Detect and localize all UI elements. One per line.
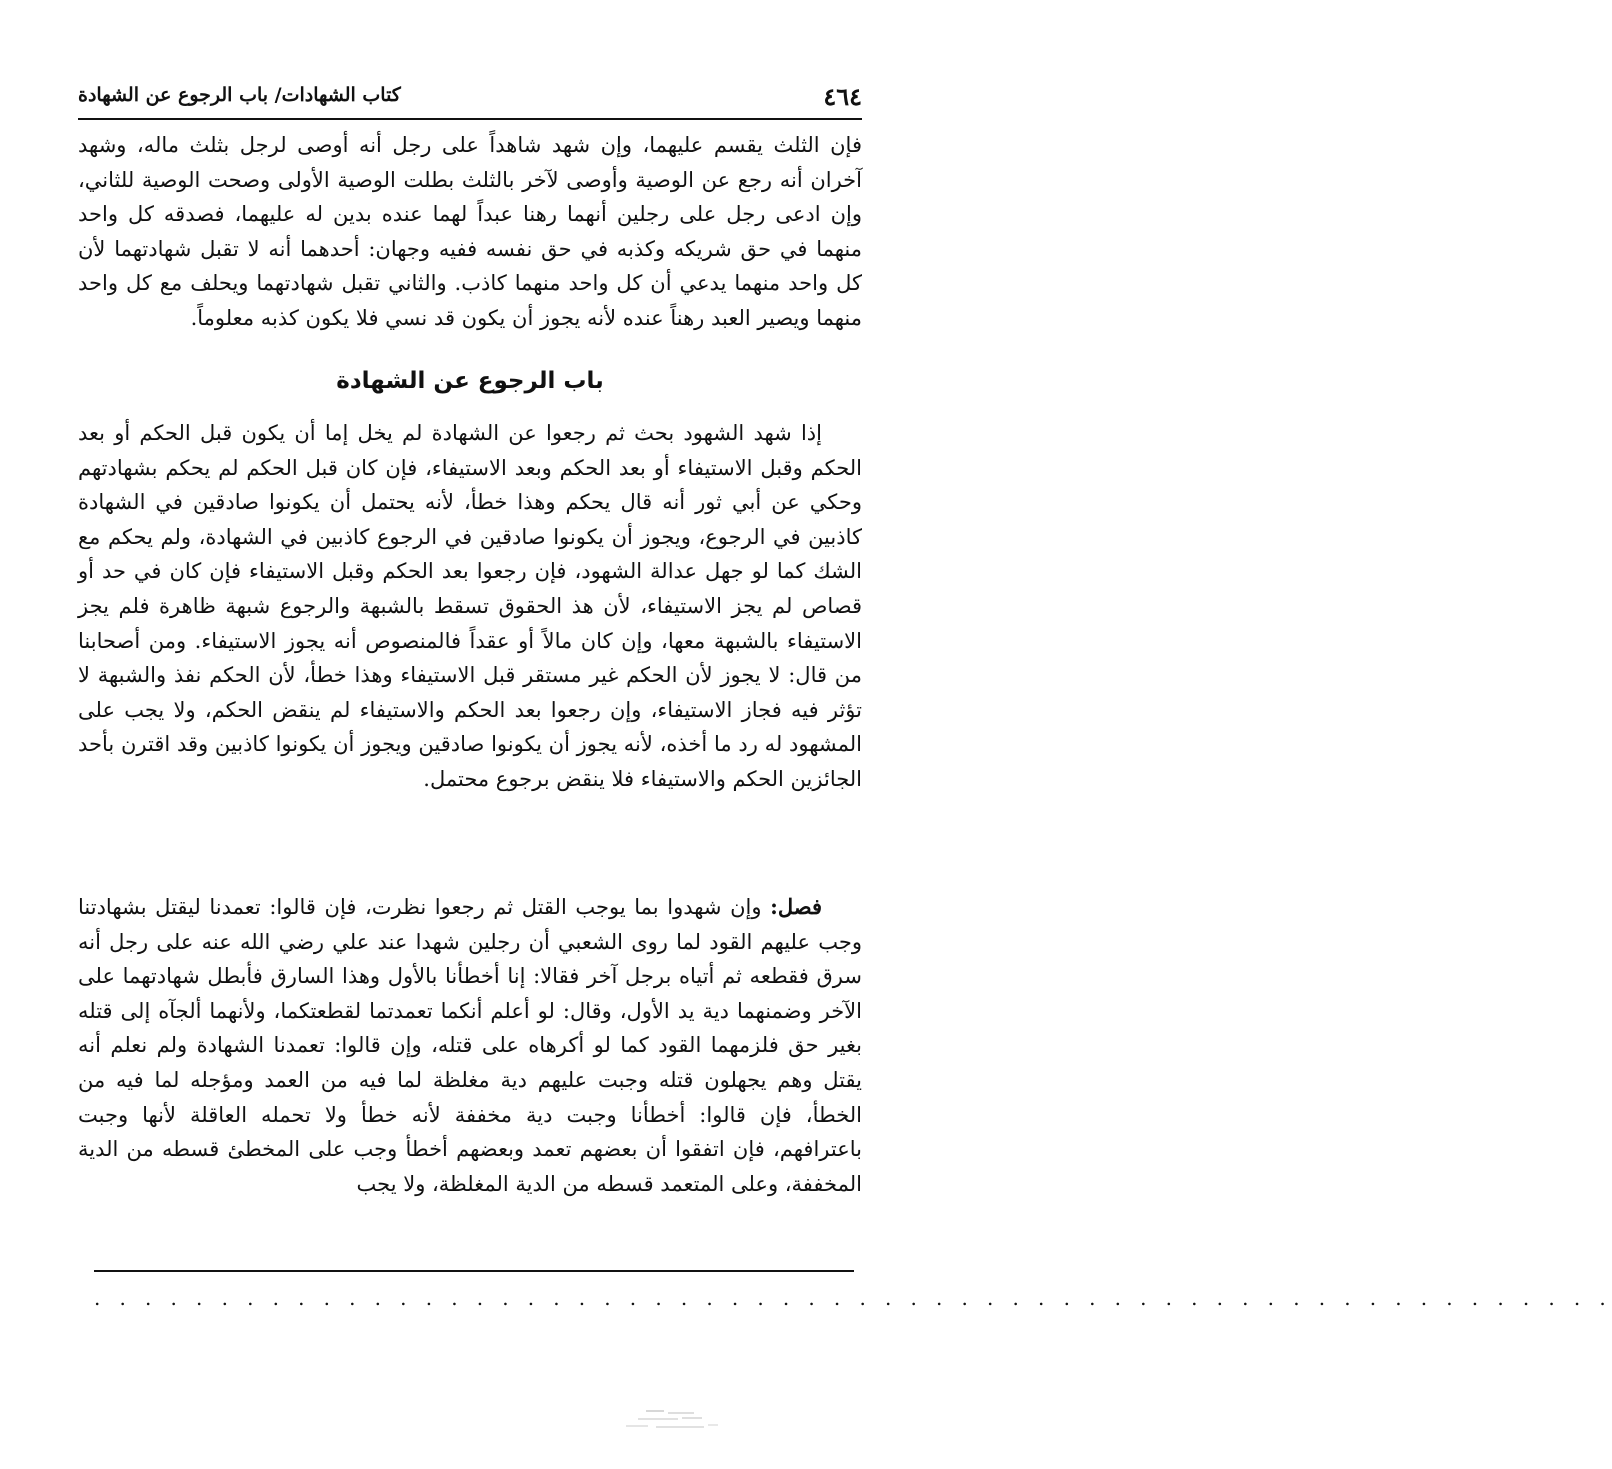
faint-stamp-mark bbox=[616, 1406, 726, 1434]
section-heading: باب الرجوع عن الشهادة bbox=[336, 368, 604, 394]
footnote-divider bbox=[94, 1270, 854, 1272]
fasl-section bbox=[78, 890, 862, 1201]
fasl-paragraph bbox=[78, 890, 862, 1201]
fasl-label: فصل: bbox=[770, 894, 822, 919]
continuation-text bbox=[78, 128, 862, 336]
continuation-paragraph: فإن الثلث يقسم عليهما، وإن شهد شاهداً على رجل أنه أوصى لرجل بثلث ماله، وشهد آخران أنه رجع عن الوصية وأوصى لآخر بالثلث بطلت الوصية الأولى وصحت الوصية للثاني، وإن ادعى رجل على رجلين أنهما رهنا عبداً لهما عنده بدين له عليهما، فصدقه كل واحد منهما في حق شريكه وكذبه في حق نفسه ففيه وجهان: أحدهما أنه لا تقبل شهادتهما لأن كل واحد منهما يدعي أن كل واحد منهما كاذب. والثاني تقبل شهادتهما ويحلف مع كل واحد منهما ويصير العبد رهناً عنده لأنه يجوز أن يكون قد نسي فلا يكون كذبه معلوماً. bbox=[78, 133, 862, 330]
page-number: ٤٦٤ bbox=[823, 82, 862, 111]
running-title: كتاب الشهادات/ باب الرجوع عن الشهادة bbox=[78, 84, 401, 106]
header-divider bbox=[78, 118, 862, 120]
footnote-dotted-line: . . . . . . . . . . . . . . . . . . . . . . . . . . . . . . . . . . . . . . . . . . . . . . . . . . . . . . . . . . . . bbox=[94, 1286, 1612, 1310]
page-header bbox=[78, 78, 862, 116]
fasl-text: وإن شهدوا بما يوجب القتل ثم رجعوا نظرت، فإن قالوا: تعمدنا ليقتل بشهادتنا وجب عليهم القود لما روى الشعبي أن رجلين شهدا عند علي رضي الله عنه على رجل أنه سرق فقطعه ثم أتياه برجل آخر فقالا: إنا أخطأنا بالأول وهذا السارق فأبطل شهادتهما على الآخر وضمنهما دية يد الأول، وقال: لو أعلم أنكما تعمدتما لقطعتكما، ولأنهما ألجآه إلى قتله بغير حق فلزمهما القود كما لو أكرهاه على قتله، وإن قالوا: تعمدنا الشهادة ولم نعلم أنه يقتل وهم يجهلون قتله وجبت عليهم دية مغلظة لما فيه من العمد ومؤجله لما فيه من الخطأ، فإن قالوا: أخطأنا وجبت دية مخففة لأنه خطأ ولا تحمله العاقلة لأنها وجبت باعترافهم، فإن اتفقوا أن بعضهم تعمد وبعضهم أخطأ وجب على المخطئ قسطه من الدية المخففة، وعلى المتعمد قسطه من الدية المغلظة، ولا يجب bbox=[78, 895, 862, 1196]
section-paragraph: إذا شهد الشهود بحث ثم رجعوا عن الشهادة لم يخل إما أن يكون قبل الحكم أو بعد الحكم وقبل الاستيفاء أو بعد الحكم وبعد الاستيفاء، فإن كان قبل الحكم لم يحكم بشهادتهم وحكي عن أبي ثور أنه قال يحكم وهذا خطأ، لأنه يحتمل أن يكونوا صادقين في الشهادة كاذبين في الرجوع، ويجوز أن يكونوا صادقين في الرجوع كاذبين في الشهادة، ولم يحكم مع الشك كما لو جهل عدالة الشهود، فإن رجعوا بعد الحكم وقبل الاستيفاء فإن كان في حد أو قصاص لم يجز الاستيفاء، لأن هذ الحقوق تسقط بالشبهة والرجوع شبهة ظاهرة فلم يجز الاستيفاء بالشبهة معها، وإن كان مالاً أو عقداً فالمنصوص أنه يجوز الاستيفاء. ومن أصحابنا من قال: لا يجوز لأن الحكم غير مستقر قبل الاستيفاء وهذا خطأ، لأن الحكم نفذ والشبهة لا تؤثر فيه فجاز الاستيفاء، وإن رجعوا بعد الحكم والاستيفاء لم ينقض الحكم، ولا يجب على المشهود له رد ما أخذه، لأنه يجوز أن يكونوا صادقين ويجوز أن يكونوا كاذبين وقد اقترن بأحد الجائزين الحكم والاستيفاء فلا ينقض برجوع محتمل. bbox=[78, 421, 862, 791]
section-body bbox=[78, 416, 862, 797]
